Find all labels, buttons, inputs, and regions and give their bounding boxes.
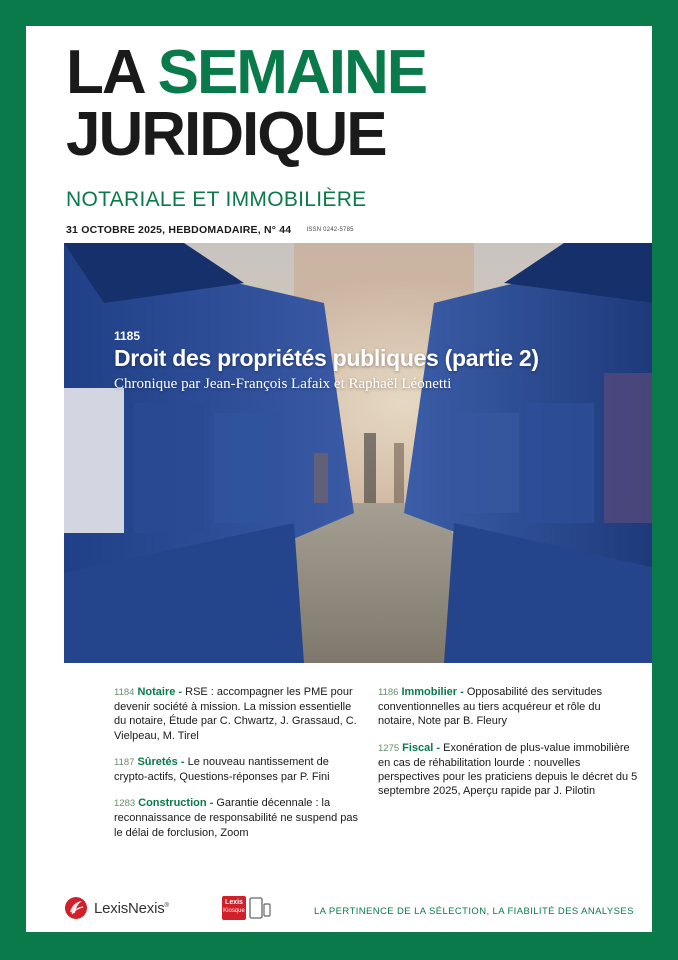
article-rubric: Notaire xyxy=(137,686,176,698)
articles-left-column xyxy=(114,685,364,852)
article-item: 1187 Sûretés - Le nouveau nantissement de crypto-actifs, Questions-réponses par P. Fini xyxy=(114,755,330,784)
masthead-title-la: LA xyxy=(66,38,143,107)
publisher-name: LexisNexis® xyxy=(94,900,169,917)
cover-page xyxy=(26,26,652,932)
articles-right-column xyxy=(378,685,640,810)
cover-footer xyxy=(26,888,652,928)
article-rubric: Immobilier xyxy=(401,686,458,698)
masthead-title-semaine: SEMAINE xyxy=(157,38,427,107)
cover-photo xyxy=(64,243,652,663)
article-number: 1275 xyxy=(378,742,400,754)
article-number: 1184 xyxy=(114,687,135,698)
lexis-kiosque-badge xyxy=(222,896,246,920)
issue-date: 31 OCTOBRE 2025, HEBDOMADAIRE, N° 44 xyxy=(66,224,292,236)
article-number: 1187 xyxy=(114,756,135,768)
article-item: 1275 Fiscal - Exonération de plus-value immobilière en cas de réhabilitation lourde : nouvelles perspectives pour les praticiens depuis le décret du 5 septembre 2025, Aperçu rapide par J. Pilotin xyxy=(378,741,638,798)
article-item: 1184 Notaire - RSE : accompagner les PME pour devenir société à mission. La mission essentielle du notaire, Étude par C. Chwartz, J. Grassaud, C. Vielpeau, M. Tirel xyxy=(114,686,357,742)
article-text: Exonération de plus-value immobilière en cas de réhabilitation lourde : nouvelles perspectives pour les praticiens depuis le décret du 5 septembre 2025, Aperçu rapide par J. Pilotin xyxy=(378,741,638,798)
issue-dateline xyxy=(66,224,354,236)
issn: ISSN 0242-5785 xyxy=(306,227,354,234)
devices-icon xyxy=(249,896,271,920)
kiosque-line1: Lexis xyxy=(225,899,243,906)
article-number: 1283 xyxy=(114,798,136,810)
masthead-title-line1 xyxy=(66,38,427,107)
article-text: Opposabilité des servitudes conventionnelles au tiers acquéreur et rôle du notaire, Note par B. Fleury xyxy=(378,686,602,728)
masthead-title-line2: JURIDIQUE xyxy=(66,100,386,169)
tagline: LA PERTINENCE DE LA SÉLECTION, LA FIABILITÉ DES ANALYSES xyxy=(314,906,634,917)
feature-article-title: Droit des propriétés publiques (partie 2) xyxy=(114,345,539,371)
article-item: 1283 Construction - Garantie décennale : la reconnaissance de responsabilité ne suspend pas le délai de forclusion, Zoom xyxy=(114,797,358,839)
article-item: 1186 Immobilier - Opposabilité des servitudes conventionnelles au tiers acquéreur et rôle du notaire, Note par B. Fleury xyxy=(378,686,602,728)
feature-article-author: Chronique par Jean-François Lafaix et Raphaël Léonetti xyxy=(114,376,452,392)
lexisnexis-logo-icon xyxy=(64,896,88,920)
article-text: Le nouveau nantissement de crypto-actifs, Questions-réponses par P. Fini xyxy=(114,755,330,784)
publisher-label: LexisNexis xyxy=(94,900,165,917)
kiosque-line2: Kiosque xyxy=(223,908,245,914)
article-text: Garantie décennale : la reconnaissance de responsabilité ne suspend pas le délai de forclusion, Zoom xyxy=(114,797,358,839)
feature-article-number: 1185 xyxy=(114,329,141,343)
article-rubric: Construction xyxy=(138,797,207,810)
masthead-subtitle: NOTARIALE ET IMMOBILIÈRE xyxy=(66,188,367,211)
article-text: RSE : accompagner les PME pour devenir société à mission. La mission essentielle du notaire, Étude par C. Chwartz, J. Grassaud, C. Vielpeau, M. Tirel xyxy=(114,686,357,742)
article-rubric: Fiscal xyxy=(402,741,434,754)
article-number: 1186 xyxy=(378,687,399,698)
article-rubric: Sûretés xyxy=(137,755,178,768)
market-stalls-photo xyxy=(64,243,652,663)
